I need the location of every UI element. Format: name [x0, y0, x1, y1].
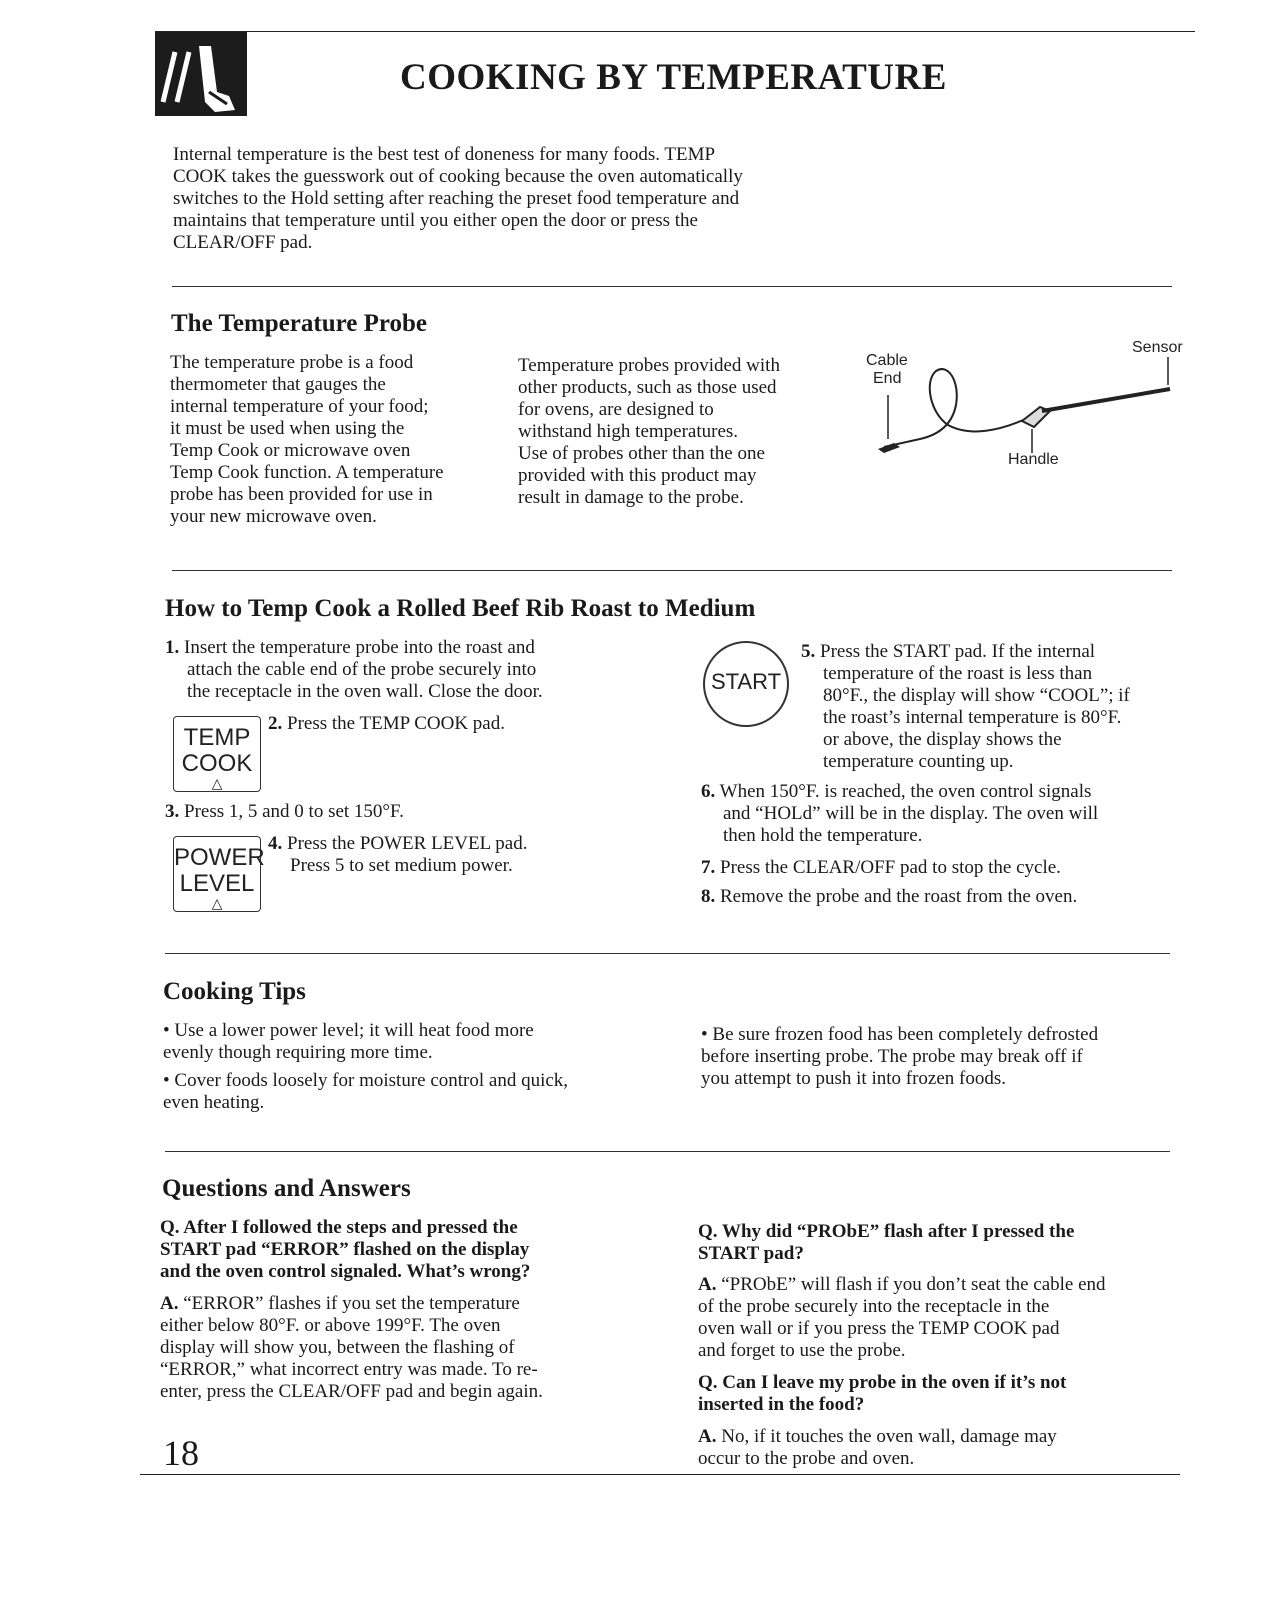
- pad-label: COOK: [181, 750, 253, 777]
- step-text: the receptacle in the oven wall. Close the door.: [187, 681, 543, 702]
- probe-rod: [1042, 389, 1170, 411]
- probe-col2-line: Use of probes other than the one: [518, 443, 765, 464]
- question-text: inserted in the food?: [698, 1394, 865, 1415]
- step-2: [268, 713, 505, 735]
- tip-text: Use a lower power level; it will heat food more: [174, 1020, 534, 1041]
- tip-text: before inserting probe. The probe may break off if: [701, 1046, 1083, 1067]
- step-5: [801, 641, 1171, 773]
- answer-3: [698, 1426, 1206, 1470]
- probe-col1-line: internal temperature of your food;: [170, 396, 429, 417]
- hand-pressing-pad-icon: [155, 32, 247, 116]
- pad-label: POWER: [174, 844, 265, 871]
- step-text: and “HOLd” will be in the display. The oven will: [723, 803, 1099, 824]
- section-divider: [165, 1151, 1170, 1152]
- step-6: [701, 781, 1171, 847]
- intro-paragraph: [173, 144, 853, 254]
- q-marker: Q.: [160, 1217, 180, 1238]
- step-number: 8.: [701, 886, 716, 907]
- step-text: Press the CLEAR/OFF pad to stop the cycle.: [720, 857, 1061, 878]
- question-3: [698, 1372, 1206, 1416]
- answer-text: “ERROR,” what incorrect entry was made. To re-: [160, 1359, 538, 1380]
- question-text: START pad?: [698, 1243, 804, 1264]
- pad-label: LEVEL: [179, 870, 255, 897]
- pad-label: TEMP: [183, 724, 251, 751]
- tip-text: evenly though requiring more time.: [163, 1042, 433, 1063]
- intro-line: maintains that temperature until you either open the door or press the: [173, 210, 698, 231]
- step-text: or above, the display shows the: [823, 729, 1062, 750]
- step-text: When 150°F. is reached, the oven control signals: [719, 781, 1092, 802]
- tip-item: • Cover foods loosely for moisture control and quick, even heating.: [163, 1070, 645, 1114]
- power-level-pad[interactable]: [173, 836, 265, 912]
- step-text: Press 5 to set medium power.: [290, 855, 513, 876]
- q-marker: Q.: [698, 1372, 718, 1393]
- probe-cable: [884, 369, 1030, 447]
- tip-item: • Be sure frozen food has been completely defrosted before inserting probe. The probe may break off if you attempt to push it into frozen foods.: [701, 1024, 1183, 1090]
- probe-col1-line: probe has been provided for use in: [170, 484, 433, 505]
- step-text: Press the POWER LEVEL pad.: [287, 833, 528, 854]
- question-1: [160, 1217, 668, 1283]
- probe-col2-line: withstand high temperatures.: [518, 421, 739, 442]
- intro-line: COOK takes the guesswork out of cooking because the oven automatically: [173, 166, 743, 187]
- step-text: Insert the temperature probe into the roast and: [184, 637, 535, 658]
- step-number: 2.: [268, 713, 283, 734]
- page-title: COOKING BY TEMPERATURE: [400, 57, 947, 98]
- question-text: After I followed the steps and pressed the: [183, 1217, 518, 1238]
- step-text: 80°F., the display will show “COOL”; if: [823, 685, 1130, 706]
- page-number: 18: [163, 1433, 199, 1473]
- sensor-label: Sensor: [1132, 339, 1183, 356]
- step-text: Remove the probe and the roast from the oven.: [720, 886, 1078, 907]
- step-8: [701, 886, 1077, 908]
- question-text: and the oven control signaled. What’s wrong?: [160, 1261, 531, 1282]
- step-number: 4.: [268, 833, 283, 854]
- answer-text: No, if it touches the oven wall, damage may: [721, 1426, 1057, 1447]
- temp-cook-pad[interactable]: [173, 716, 261, 792]
- probe-col2-line: provided with this product may: [518, 465, 757, 486]
- a-marker: A.: [160, 1293, 179, 1314]
- question-text: Why did “PRObE” flash after I pressed the: [721, 1221, 1075, 1242]
- triangle-up-icon: △: [211, 775, 223, 791]
- tip-text: even heating.: [163, 1092, 265, 1113]
- answer-text: display will show you, between the flashing of: [160, 1337, 515, 1358]
- probe-col2: [518, 355, 848, 509]
- step-number: 5.: [801, 641, 816, 662]
- section-divider: [165, 953, 1170, 954]
- a-marker: A.: [698, 1274, 717, 1295]
- tips-heading: Cooking Tips: [163, 978, 306, 1005]
- step-text: Press the TEMP COOK pad.: [287, 713, 505, 734]
- probe-col1-line: Temp Cook function. A temperature: [170, 462, 444, 483]
- start-pad[interactable]: [703, 641, 789, 727]
- step-7: [701, 857, 1061, 879]
- q-marker: Q.: [698, 1221, 718, 1242]
- probe-col1-line: your new microwave oven.: [170, 506, 377, 527]
- step-text: then hold the temperature.: [723, 825, 923, 846]
- intro-line: switches to the Hold setting after reaching the preset food temperature and: [173, 188, 740, 209]
- step-text: temperature counting up.: [823, 751, 1014, 772]
- probe-col1-line: The temperature probe is a food: [170, 352, 414, 373]
- triangle-up-icon: △: [211, 895, 223, 911]
- step-number: 7.: [701, 857, 716, 878]
- howto-heading: How to Temp Cook a Rolled Beef Rib Roast to Medium: [165, 595, 756, 622]
- probe-col2-line: result in damage to the probe.: [518, 487, 744, 508]
- answer-2: [698, 1274, 1206, 1362]
- probe-col1-line: thermometer that gauges the: [170, 374, 386, 395]
- step-1: [165, 637, 615, 703]
- probe-col2-line: other products, such as those used: [518, 377, 777, 398]
- probe-heading: The Temperature Probe: [171, 310, 428, 337]
- section-divider: [172, 570, 1172, 571]
- answer-text: occur to the probe and oven.: [698, 1448, 915, 1469]
- step-number: 6.: [701, 781, 716, 802]
- pad-label: START: [710, 669, 782, 694]
- answer-text: either below 80°F. or above 199°F. The oven: [160, 1315, 501, 1336]
- step-4: [268, 833, 527, 877]
- answer-text: “PRObE” will flash if you don’t seat the cable end: [721, 1274, 1106, 1295]
- tip-text: Cover foods loosely for moisture control and quick,: [174, 1070, 569, 1091]
- intro-line: Internal temperature is the best test of doneness for many foods. TEMP: [173, 144, 716, 165]
- tip-text: Be sure frozen food has been completely defrosted: [712, 1024, 1099, 1045]
- answer-text: and forget to use the probe.: [698, 1340, 906, 1361]
- cable-label: Cable: [866, 352, 908, 369]
- step-text: Press the START pad. If the internal: [820, 641, 1096, 662]
- step-text: temperature of the roast is less than: [823, 663, 1093, 684]
- step-number: 3.: [165, 801, 180, 822]
- step-number: 1.: [165, 637, 180, 658]
- step-3: [165, 801, 404, 823]
- probe-col1-line: it must be used when using the: [170, 418, 405, 439]
- handle-label: Handle: [1008, 451, 1059, 468]
- probe-col1: [170, 352, 500, 528]
- end-label: End: [873, 370, 902, 387]
- answer-text: enter, press the CLEAR/OFF pad and begin again.: [160, 1381, 543, 1402]
- a-marker: A.: [698, 1426, 717, 1447]
- bottom-rule: [140, 1474, 1180, 1475]
- qa-heading: Questions and Answers: [162, 1175, 411, 1202]
- probe-col1-line: Temp Cook or microwave oven: [170, 440, 411, 461]
- tip-item: • Use a lower power level; it will heat food more evenly though requiring more time.: [163, 1020, 645, 1064]
- step-text: attach the cable end of the probe securely into: [187, 659, 537, 680]
- answer-text: “ERROR” flashes if you set the temperature: [183, 1293, 520, 1314]
- tip-text: you attempt to push it into frozen foods.: [701, 1068, 1007, 1089]
- step-text: the roast’s internal temperature is 80°F.: [823, 707, 1122, 728]
- section-divider: [172, 286, 1172, 287]
- question-2: [698, 1221, 1206, 1265]
- probe-col2-line: for ovens, are designed to: [518, 399, 714, 420]
- question-text: Can I leave my probe in the oven if it’s not: [722, 1372, 1067, 1393]
- answer-text: of the probe securely into the receptacle in the: [698, 1296, 1050, 1317]
- top-rule: [155, 31, 1195, 32]
- answer-1: [160, 1293, 668, 1403]
- answer-text: oven wall or if you press the TEMP COOK pad: [698, 1318, 1060, 1339]
- probe-col2-line: Temperature probes provided with: [518, 355, 780, 376]
- intro-line: CLEAR/OFF pad.: [173, 232, 313, 253]
- step-text: Press 1, 5 and 0 to set 150°F.: [184, 801, 404, 822]
- question-text: START pad “ERROR” flashed on the display: [160, 1239, 530, 1260]
